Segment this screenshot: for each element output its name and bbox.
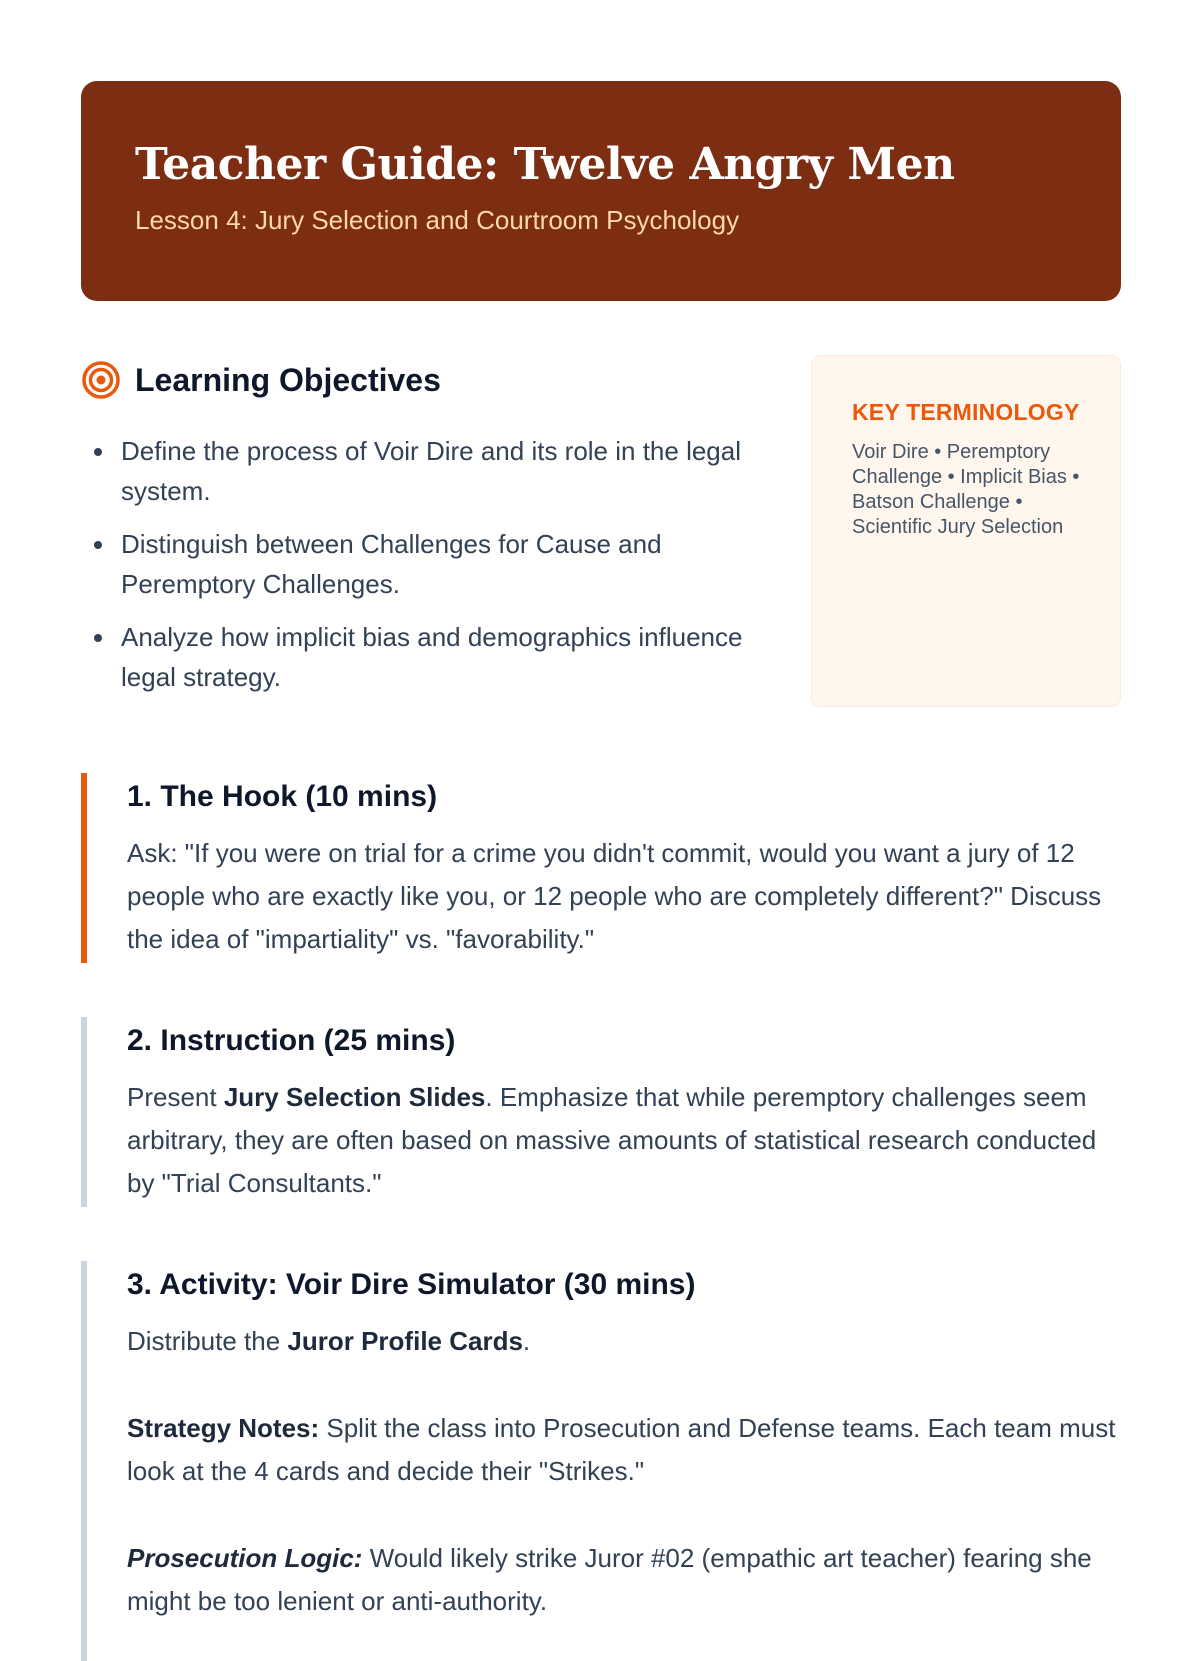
strategy-text: Split the class into Prosecution and Defense teams. Each team must look at the 4 cards and decide their "Strikes."	[127, 1413, 1116, 1486]
prosecution-logic	[127, 1537, 1121, 1623]
section-hook	[81, 773, 1121, 963]
body-text: Present	[127, 1082, 224, 1112]
guide-header	[81, 81, 1121, 301]
section-title: 3. Activity: Voir Dire Simulator (30 mins)	[127, 1268, 696, 1301]
terminology-title: KEY TERMINOLOGY	[852, 399, 1080, 425]
section-title: 1. The Hook (10 mins)	[127, 780, 438, 813]
section-accent-bar	[81, 1261, 87, 1661]
section-body	[127, 1076, 1121, 1205]
section-accent-bar	[81, 1017, 87, 1207]
objectives-heading-row	[81, 355, 781, 405]
slides-reference: Jury Selection Slides	[223, 1082, 486, 1112]
objectives-list	[81, 431, 781, 697]
terminology-list: Voir Dire • Peremptory Challenge • Implicit Bias • Batson Challenge • Scientific Jury Selection	[852, 441, 1080, 538]
section-instruction	[81, 1017, 1121, 1207]
section-title: 2. Instruction (25 mins)	[127, 1024, 456, 1057]
objectives-row	[81, 355, 1121, 707]
body-text: .	[522, 1326, 531, 1356]
strategy-notes	[127, 1407, 1121, 1493]
distribute-text	[127, 1320, 1121, 1363]
body-text: Distribute the	[127, 1326, 288, 1356]
objective-item: Distinguish between Challenges for Cause and Peremptory Challenges.	[121, 524, 781, 604]
section-activity	[81, 1261, 1121, 1661]
page-title: Teacher Guide: Twelve Angry Men	[135, 139, 955, 190]
prosecution-label: Prosecution Logic:	[127, 1543, 363, 1573]
section-body: Ask: "If you were on trial for a crime you didn't commit, would you want a jury of 12 people who are exactly like you, or 12 people who are completely different?" Discuss the idea of "impartiality" vs. "favorability."	[127, 838, 1102, 954]
key-terminology-card	[811, 355, 1121, 707]
prosecution-text: Would likely strike Juror #02 (empathic art teacher) fearing she might be too lenient or anti-authority.	[127, 1543, 1092, 1616]
objective-item: Analyze how implicit bias and demographics influence legal strategy.	[121, 617, 781, 697]
learning-objectives	[81, 355, 781, 710]
objectives-heading: Learning Objectives	[135, 361, 441, 398]
body-text: . Emphasize that while peremptory challenges seem arbitrary, they are often based on massive amounts of statistical research conducted by "Trial Consultants."	[127, 1082, 1097, 1198]
lesson-subtitle: Lesson 4: Jury Selection and Courtroom Psychology	[135, 205, 740, 235]
objective-item: Define the process of Voir Dire and its role in the legal system.	[121, 431, 781, 511]
cards-reference: Juror Profile Cards	[287, 1326, 523, 1356]
strategy-label: Strategy Notes:	[127, 1413, 320, 1443]
teacher-guide-page	[81, 81, 1121, 1661]
target-icon	[81, 360, 121, 400]
section-accent-bar	[81, 773, 87, 963]
